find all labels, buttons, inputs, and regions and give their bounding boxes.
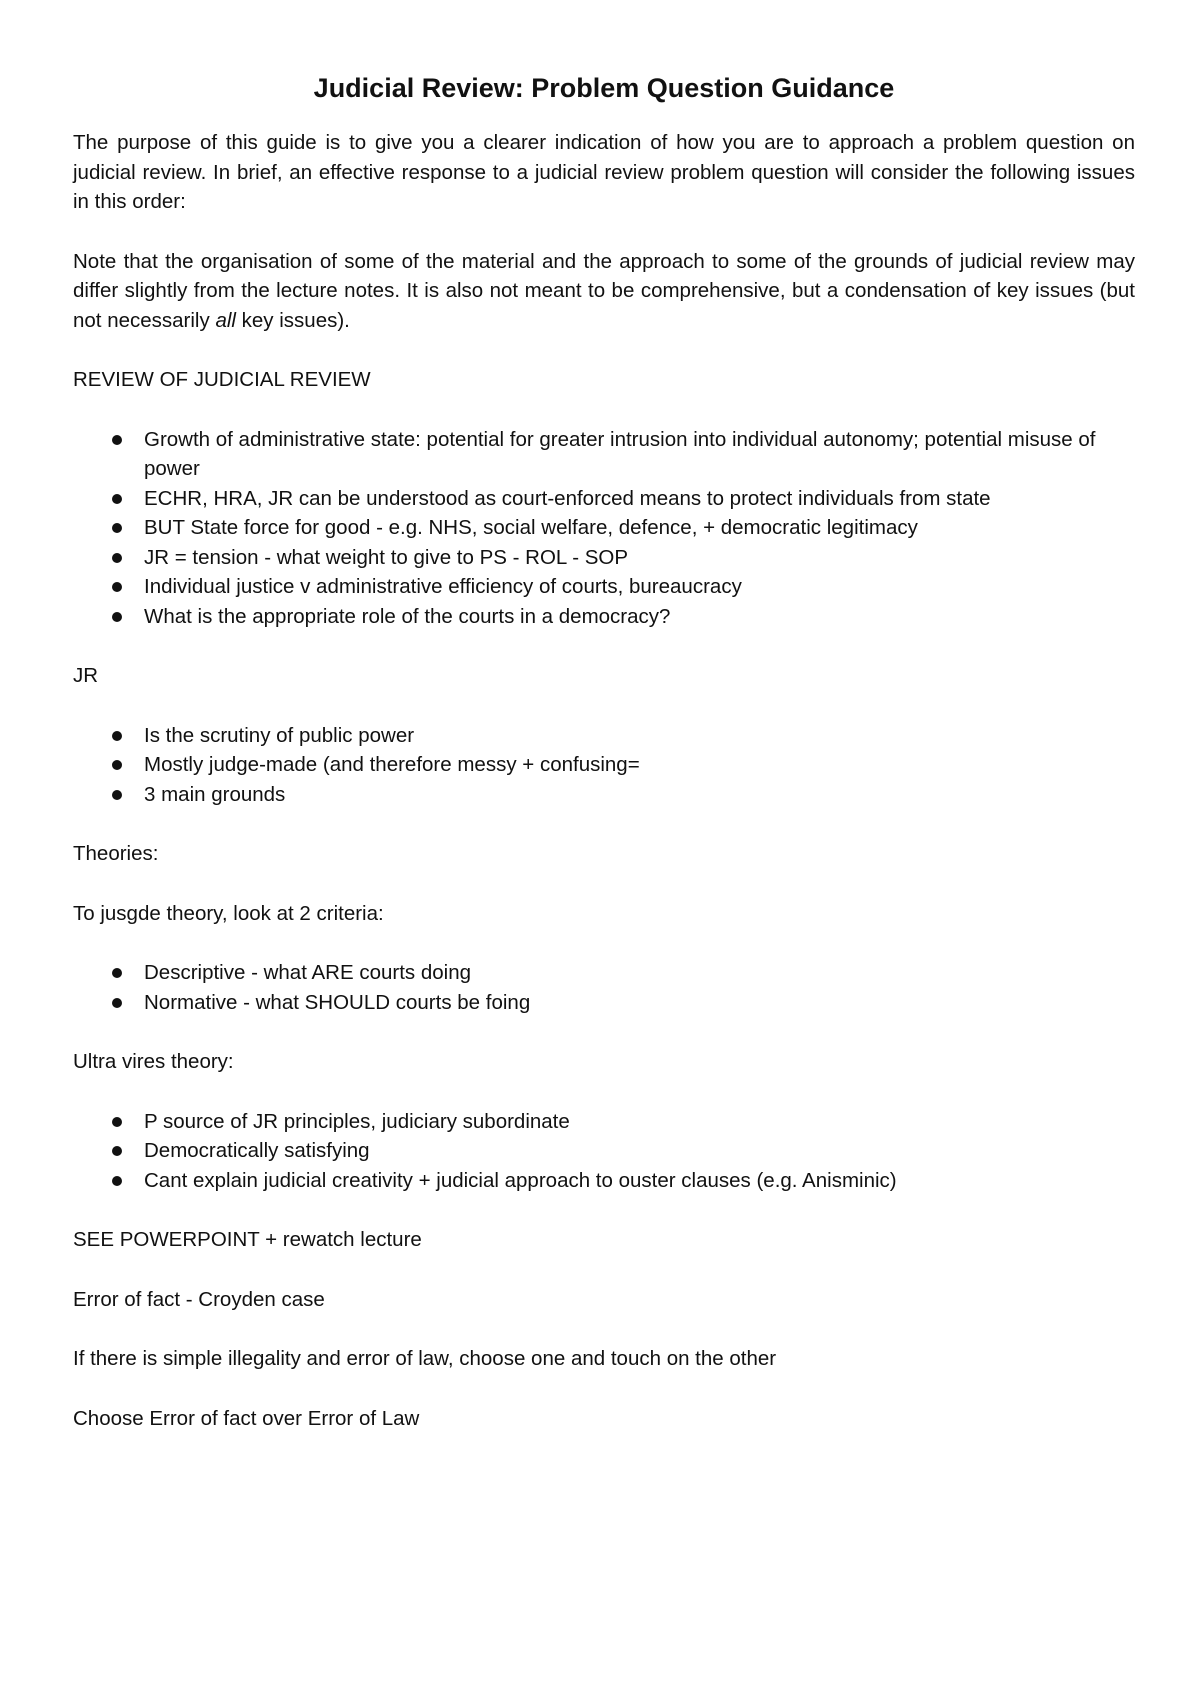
review-list [73,425,1135,632]
jr-heading: JR [73,664,99,687]
list-item: Mostly judge-made (and therefore messy + confusing= [144,750,1135,780]
document-body [73,70,1135,1463]
list-item: Cant explain judicial creativity + judicial approach to ouster clauses (e.g. Anisminic) [144,1166,1135,1196]
illegality-note: If there is simple illegality and error of law, choose one and touch on the other [73,1347,777,1370]
note-paragraph [73,247,1135,336]
list-item: Descriptive - what ARE courts doing [144,958,1135,988]
list-item: Normative - what SHOULD courts be foing [144,988,1135,1018]
list-item: Individual justice v administrative efficiency of courts, bureaucracy [144,572,1135,602]
list-item: What is the appropriate role of the courts in a democracy? [144,602,1135,632]
document-title: Judicial Review: Problem Question Guidance [313,73,895,103]
list-item: P source of JR principles, judiciary subordinate [144,1107,1135,1137]
list-item: Democratically satisfying [144,1136,1135,1166]
choose-note: Choose Error of fact over Error of Law [73,1406,420,1430]
list-item: 3 main grounds [144,780,1135,810]
error-of-fact-note: Error of fact - Croyden case [73,1287,325,1311]
note-emphasis: all [215,308,236,332]
note-text-end: key issues). [235,308,350,332]
list-item: BUT State force for good - e.g. NHS, social welfare, defence, + democratic legitimacy [144,513,1135,543]
list-item: Growth of administrative state: potential for greater intrusion into individual autonomy; potential misuse of power [144,425,1135,484]
list-item: JR = tension - what weight to give to PS - ROL - SOP [144,543,1135,573]
see-powerpoint-note: SEE POWERPOINT + rewatch lecture [73,1228,422,1251]
criteria-intro: To jusgde theory, look at 2 criteria: [73,901,384,925]
review-heading: REVIEW OF JUDICIAL REVIEW [73,368,371,391]
ultra-vires-list [73,1107,1135,1196]
jr-list [73,721,1135,810]
list-item: Is the scrutiny of public power [144,721,1135,751]
list-item: ECHR, HRA, JR can be understood as court-enforced means to protect individuals from state [144,484,1135,514]
criteria-list [73,958,1135,1017]
ultra-vires-heading: Ultra vires theory: [73,1050,234,1073]
note-text-start: Note that the organisation of some of the material and the approach to some of the grounds of judicial review may differ slightly from the lecture notes. It is also not meant to be comprehensive, but a condensation of key issues (but not necessarily [73,249,1135,332]
intro-paragraph: The purpose of this guide is to give you a clearer indication of how you are to approach a problem question on judicial review. In brief, an effective response to a judicial review problem question will consider the following issues in this order: [73,131,1135,213]
theories-heading: Theories: [73,842,159,865]
